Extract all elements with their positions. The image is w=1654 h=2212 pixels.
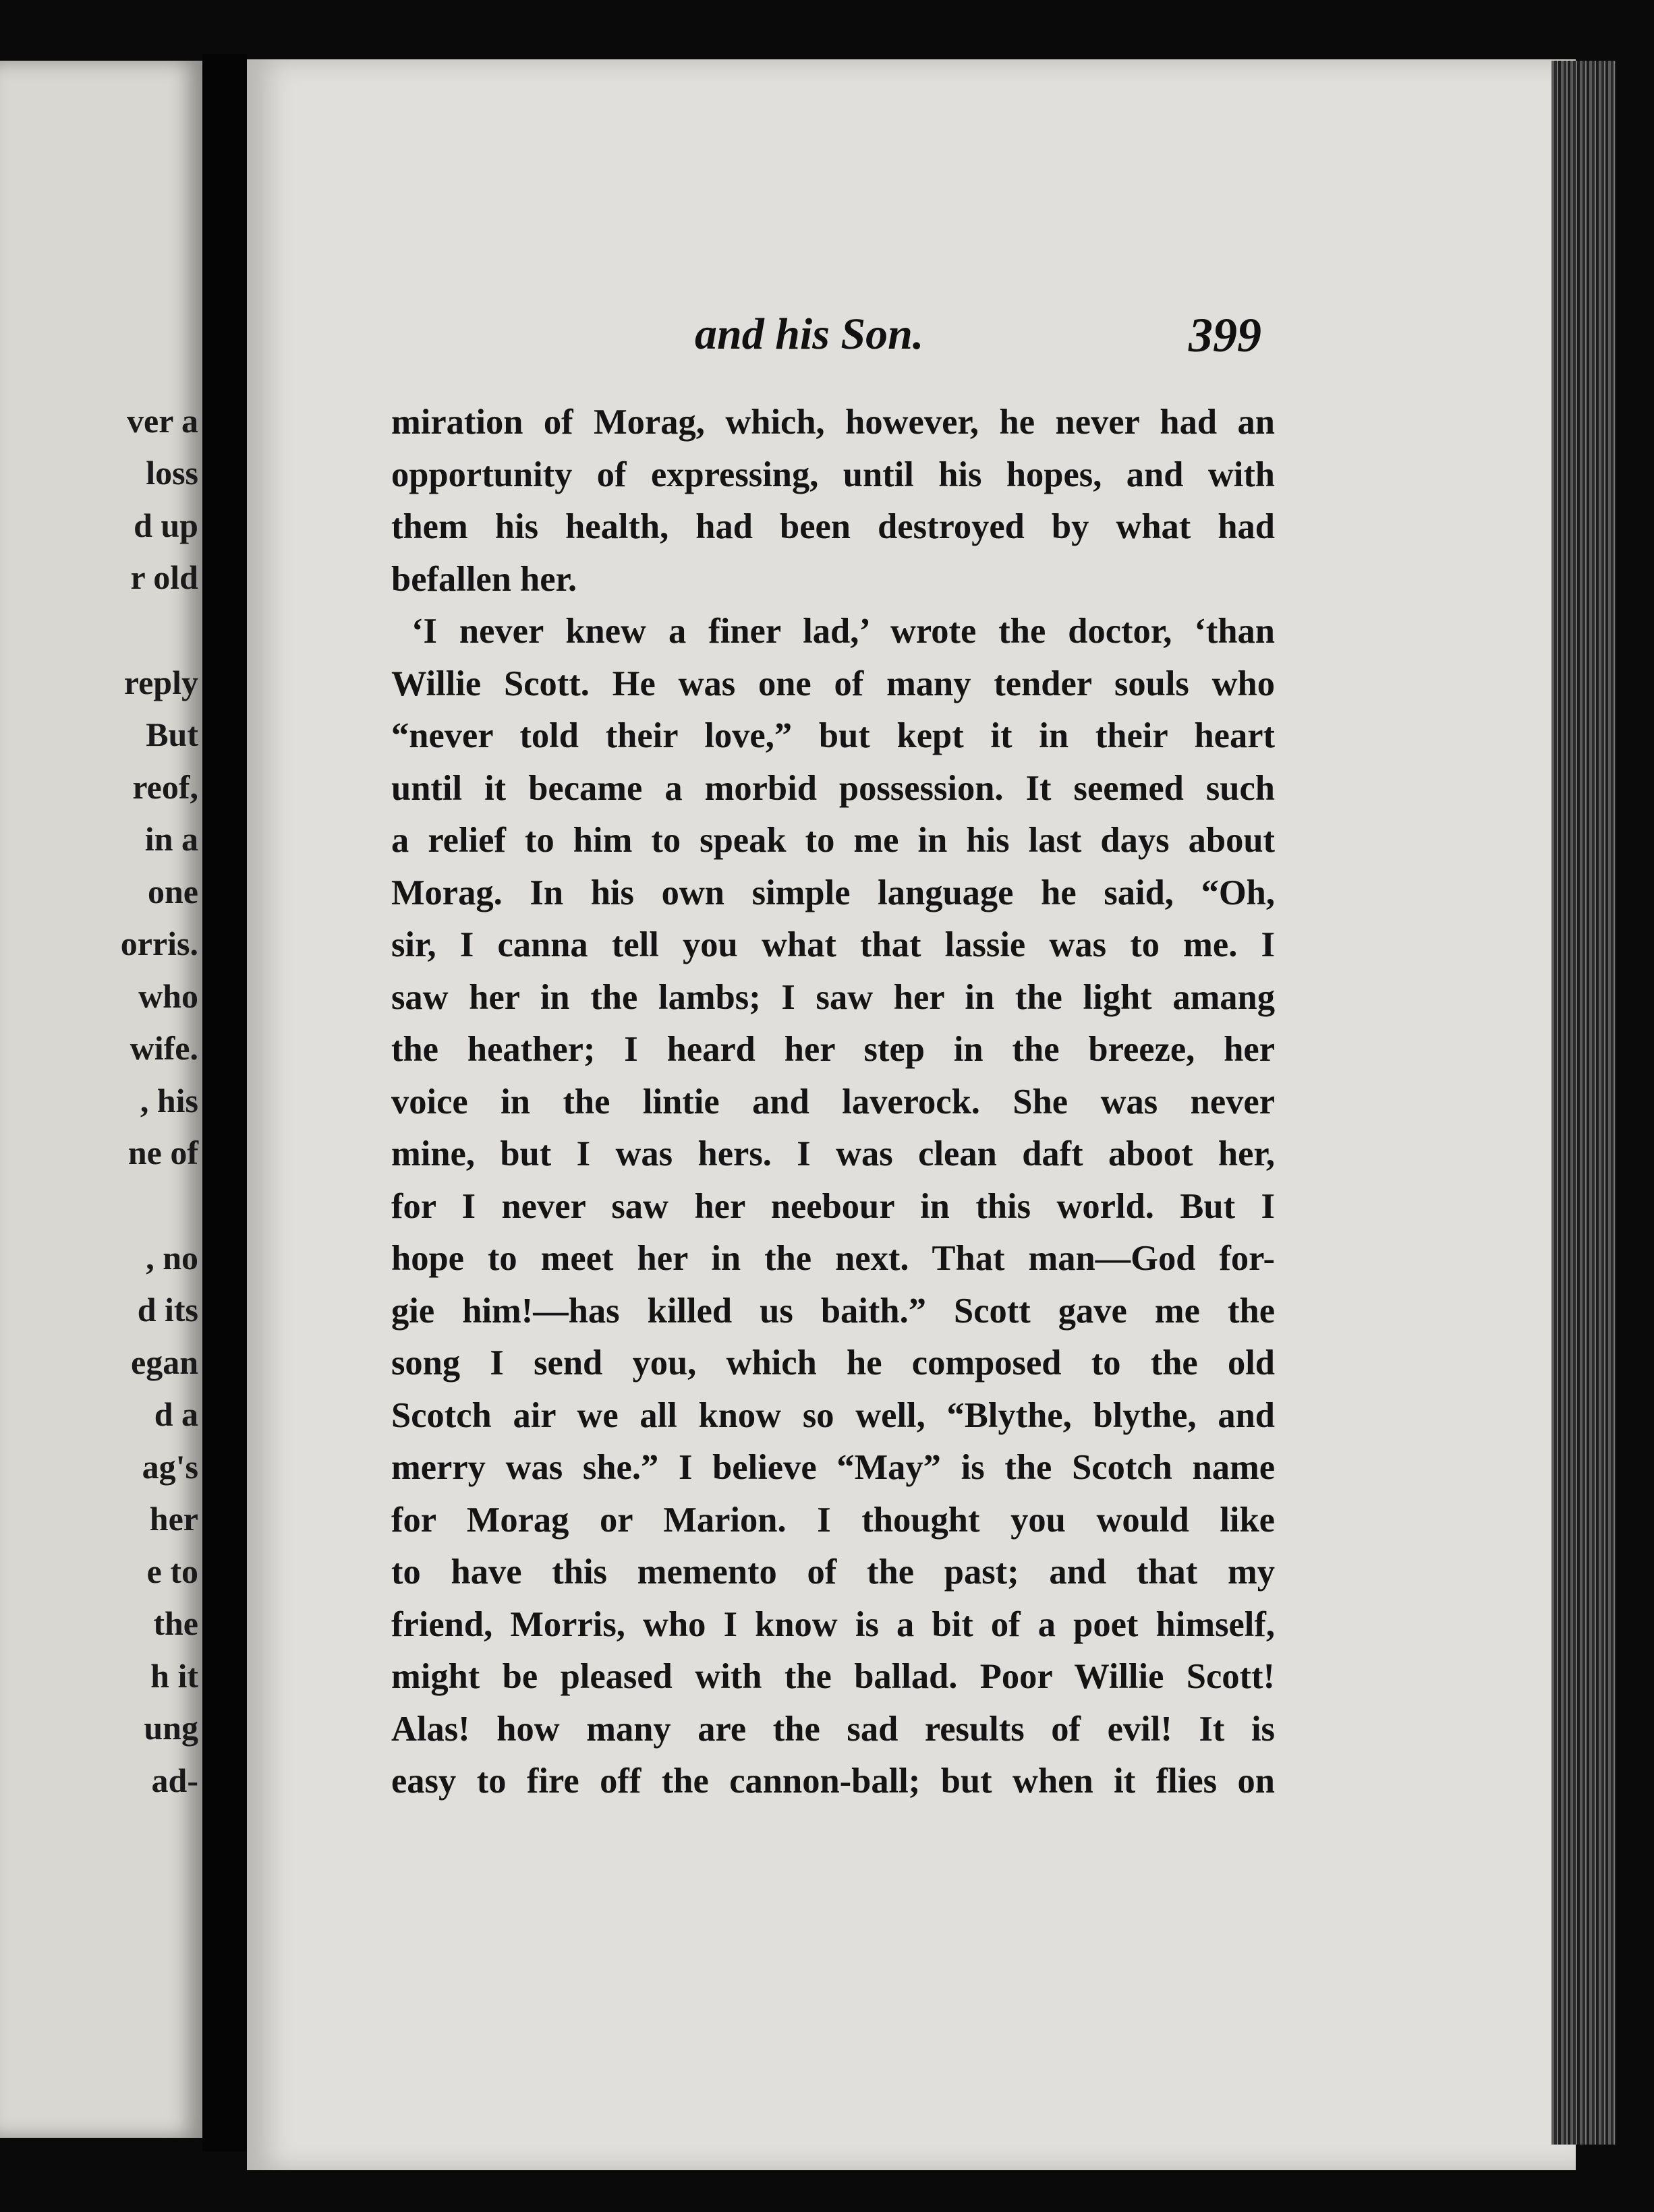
left-page-line: who (138, 977, 198, 1015)
left-page-line: loss (146, 454, 198, 492)
left-page-line: But (146, 716, 198, 753)
left-page-line: h it (150, 1657, 198, 1695)
left-page-line: e to (146, 1552, 198, 1590)
text-line: opportunity of expressing, until his hopes, and with (391, 455, 1275, 494)
text-line: miration of Morag, which, however, he never had an (391, 403, 1275, 442)
text-line: a relief to him to speak to me in his last days about (391, 821, 1275, 860)
left-page-line: reof, (132, 768, 198, 806)
text-line: sir, I canna tell you what that lassie was to me. I (391, 925, 1275, 964)
running-head: and his Son. (695, 310, 924, 359)
left-page-line: reply (123, 664, 198, 701)
text-line: song I send you, which he composed to the old (391, 1343, 1275, 1382)
text-line: hope to meet her in the next. That man—God for- (391, 1239, 1275, 1278)
text-line: friend, Morris, who I know is a bit of a poet himself, (391, 1604, 1275, 1644)
left-page-line: orris. (120, 925, 198, 962)
left-page-line: wife. (130, 1029, 198, 1067)
page-number: 399 (1189, 308, 1261, 362)
text-line: merry was she.” I believe “May” is the Scotch name (391, 1448, 1275, 1487)
left-page-line: the (153, 1604, 198, 1642)
left-page-line: her (149, 1500, 198, 1538)
left-page-line: r old (130, 558, 198, 596)
text-line: voice in the lintie and laverock. She was never (391, 1082, 1275, 1122)
text-line: Alas! how many are the sad results of evil! It is (391, 1709, 1275, 1749)
text-line: gie him!—has killed us baith.” Scott gave me the (391, 1291, 1275, 1331)
left-page-line: ung (144, 1709, 198, 1747)
left-page-line: one (148, 873, 198, 910)
left-page-line: , his (140, 1082, 198, 1119)
text-line: until it became a morbid possession. It seemed such (391, 768, 1275, 808)
text-line: saw her in the lambs; I saw her in the light amang (391, 977, 1275, 1017)
page-edges (1551, 61, 1616, 2145)
left-page-line: ver a (127, 402, 198, 440)
text-line: “never told their love,” but kept it in their heart (391, 716, 1275, 755)
text-line: Willie Scott. He was one of many tender souls who (391, 664, 1275, 703)
left-page-line: d its (137, 1291, 198, 1329)
left-page-line: ad- (151, 1762, 198, 1799)
text-line: for Morag or Marion. I thought you would like (391, 1500, 1275, 1540)
body-text (391, 397, 1275, 1808)
text-line: easy to fire off the cannon-ball; but when it flies on (391, 1762, 1275, 1801)
text-line: befallen her. (391, 559, 577, 599)
left-page-line: ag's (142, 1448, 198, 1486)
text-line: Morag. In his own simple language he said, “Oh, (391, 873, 1275, 912)
left-page-line: ne of (127, 1134, 198, 1171)
left-page-line: , no (146, 1239, 198, 1277)
text-line: them his health, had been destroyed by what had (391, 507, 1275, 546)
left-page-line: egan (131, 1343, 198, 1381)
left-page-line: d up (134, 506, 198, 544)
book-gutter (202, 54, 247, 2151)
text-line: Scotch air we all know so well, “Blythe, blythe, and (391, 1395, 1275, 1435)
left-page-line: d a (154, 1395, 198, 1433)
text-line: for I never saw her neebour in this world. But I (391, 1186, 1275, 1226)
text-line: to have this memento of the past; and that my (391, 1552, 1275, 1592)
text-line: the heather; I heard her step in the breeze, her (391, 1030, 1275, 1069)
text-line: might be pleased with the ballad. Poor Willie Scott! (391, 1657, 1275, 1696)
left-page (0, 61, 202, 2138)
text-line: mine, but I was hers. I was clean daft aboot her, (391, 1134, 1275, 1173)
text-line: ‘I never knew a finer lad,’ wrote the doctor, ‘than (411, 612, 1275, 651)
left-page-line: in a (144, 820, 198, 858)
